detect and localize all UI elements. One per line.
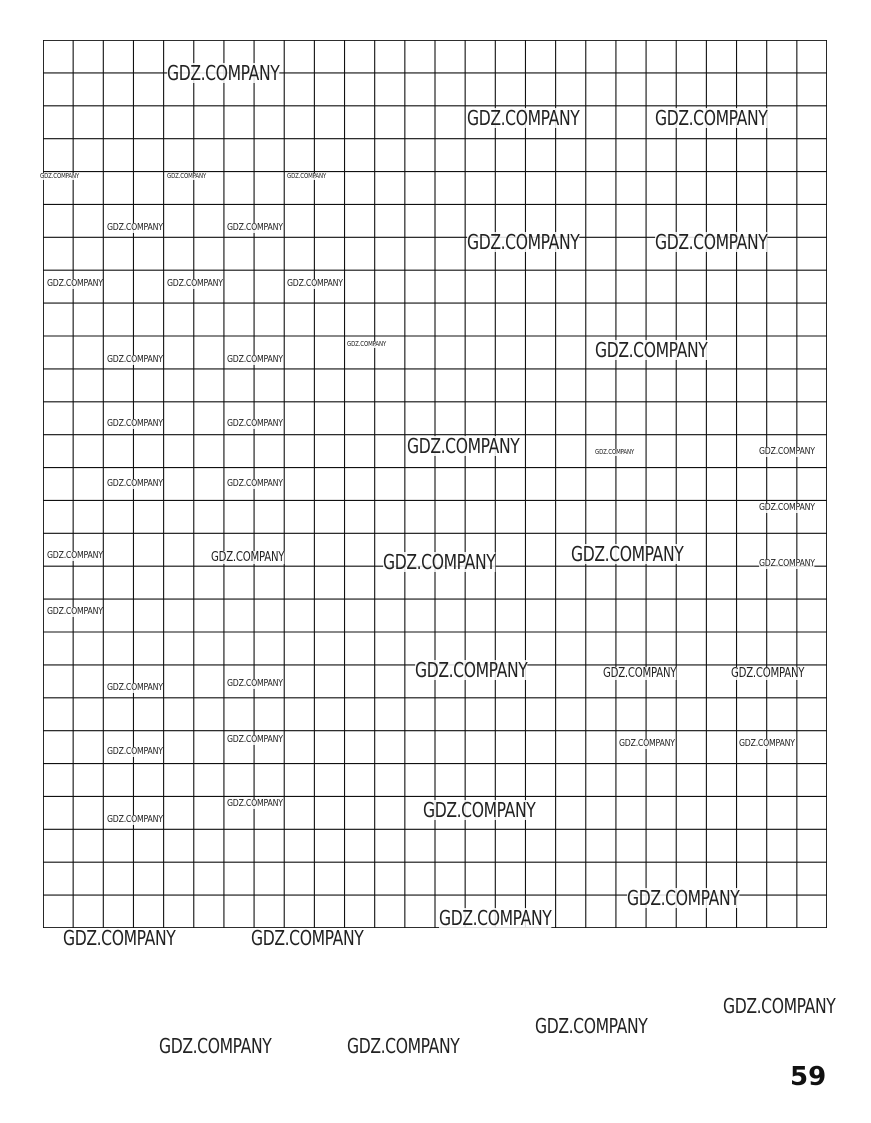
watermark: GDZ.COMPANY: [595, 338, 708, 362]
watermark: GDZ.COMPANY: [167, 172, 207, 180]
watermark: GDZ.COMPANY: [227, 478, 283, 489]
watermark: GDZ.COMPANY: [467, 106, 580, 130]
watermark: GDZ.COMPANY: [107, 746, 163, 757]
watermark: GDZ.COMPANY: [227, 678, 283, 689]
watermark: GDZ.COMPANY: [47, 606, 103, 617]
squared-grid: [43, 40, 827, 928]
watermark: GDZ.COMPANY: [40, 172, 80, 180]
watermark: GDZ.COMPANY: [227, 222, 283, 233]
watermark: GDZ.COMPANY: [47, 278, 103, 289]
watermark: GDZ.COMPANY: [407, 434, 520, 458]
watermark: GDZ.COMPANY: [107, 222, 163, 233]
watermark: GDZ.COMPANY: [287, 172, 327, 180]
watermark: GDZ.COMPANY: [251, 926, 364, 950]
watermark: GDZ.COMPANY: [619, 738, 675, 749]
watermark: GDZ.COMPANY: [723, 994, 836, 1018]
watermark: GDZ.COMPANY: [595, 448, 635, 456]
watermark: GDZ.COMPANY: [467, 230, 580, 254]
watermark: GDZ.COMPANY: [227, 734, 283, 745]
watermark: GDZ.COMPANY: [603, 666, 677, 681]
watermark: GDZ.COMPANY: [423, 798, 536, 822]
watermark: GDZ.COMPANY: [655, 106, 768, 130]
watermark: GDZ.COMPANY: [535, 1014, 648, 1038]
watermark: GDZ.COMPANY: [347, 1034, 460, 1058]
watermark: GDZ.COMPANY: [415, 658, 528, 682]
page-number: 59: [790, 1062, 827, 1092]
watermark: GDZ.COMPANY: [211, 550, 285, 565]
watermark: GDZ.COMPANY: [627, 886, 740, 910]
watermark: GDZ.COMPANY: [655, 230, 768, 254]
watermark: GDZ.COMPANY: [227, 798, 283, 809]
watermark: GDZ.COMPANY: [759, 558, 815, 569]
watermark: GDZ.COMPANY: [759, 446, 815, 457]
watermark: GDZ.COMPANY: [227, 354, 283, 365]
watermark: GDZ.COMPANY: [107, 682, 163, 693]
watermark: GDZ.COMPANY: [759, 502, 815, 513]
watermark: GDZ.COMPANY: [731, 666, 805, 681]
watermark: GDZ.COMPANY: [383, 550, 496, 574]
watermark: GDZ.COMPANY: [47, 550, 103, 561]
watermark: GDZ.COMPANY: [347, 340, 387, 348]
watermark: GDZ.COMPANY: [739, 738, 795, 749]
watermark: GDZ.COMPANY: [159, 1034, 272, 1058]
watermark: GDZ.COMPANY: [107, 418, 163, 429]
watermark: GDZ.COMPANY: [439, 906, 552, 930]
watermark: GDZ.COMPANY: [571, 542, 684, 566]
watermark: GDZ.COMPANY: [227, 418, 283, 429]
watermark: GDZ.COMPANY: [107, 478, 163, 489]
watermark: GDZ.COMPANY: [63, 926, 176, 950]
watermark: GDZ.COMPANY: [167, 61, 280, 85]
watermark: GDZ.COMPANY: [107, 354, 163, 365]
watermark: GDZ.COMPANY: [167, 278, 223, 289]
watermark: GDZ.COMPANY: [287, 278, 343, 289]
watermark: GDZ.COMPANY: [107, 814, 163, 825]
